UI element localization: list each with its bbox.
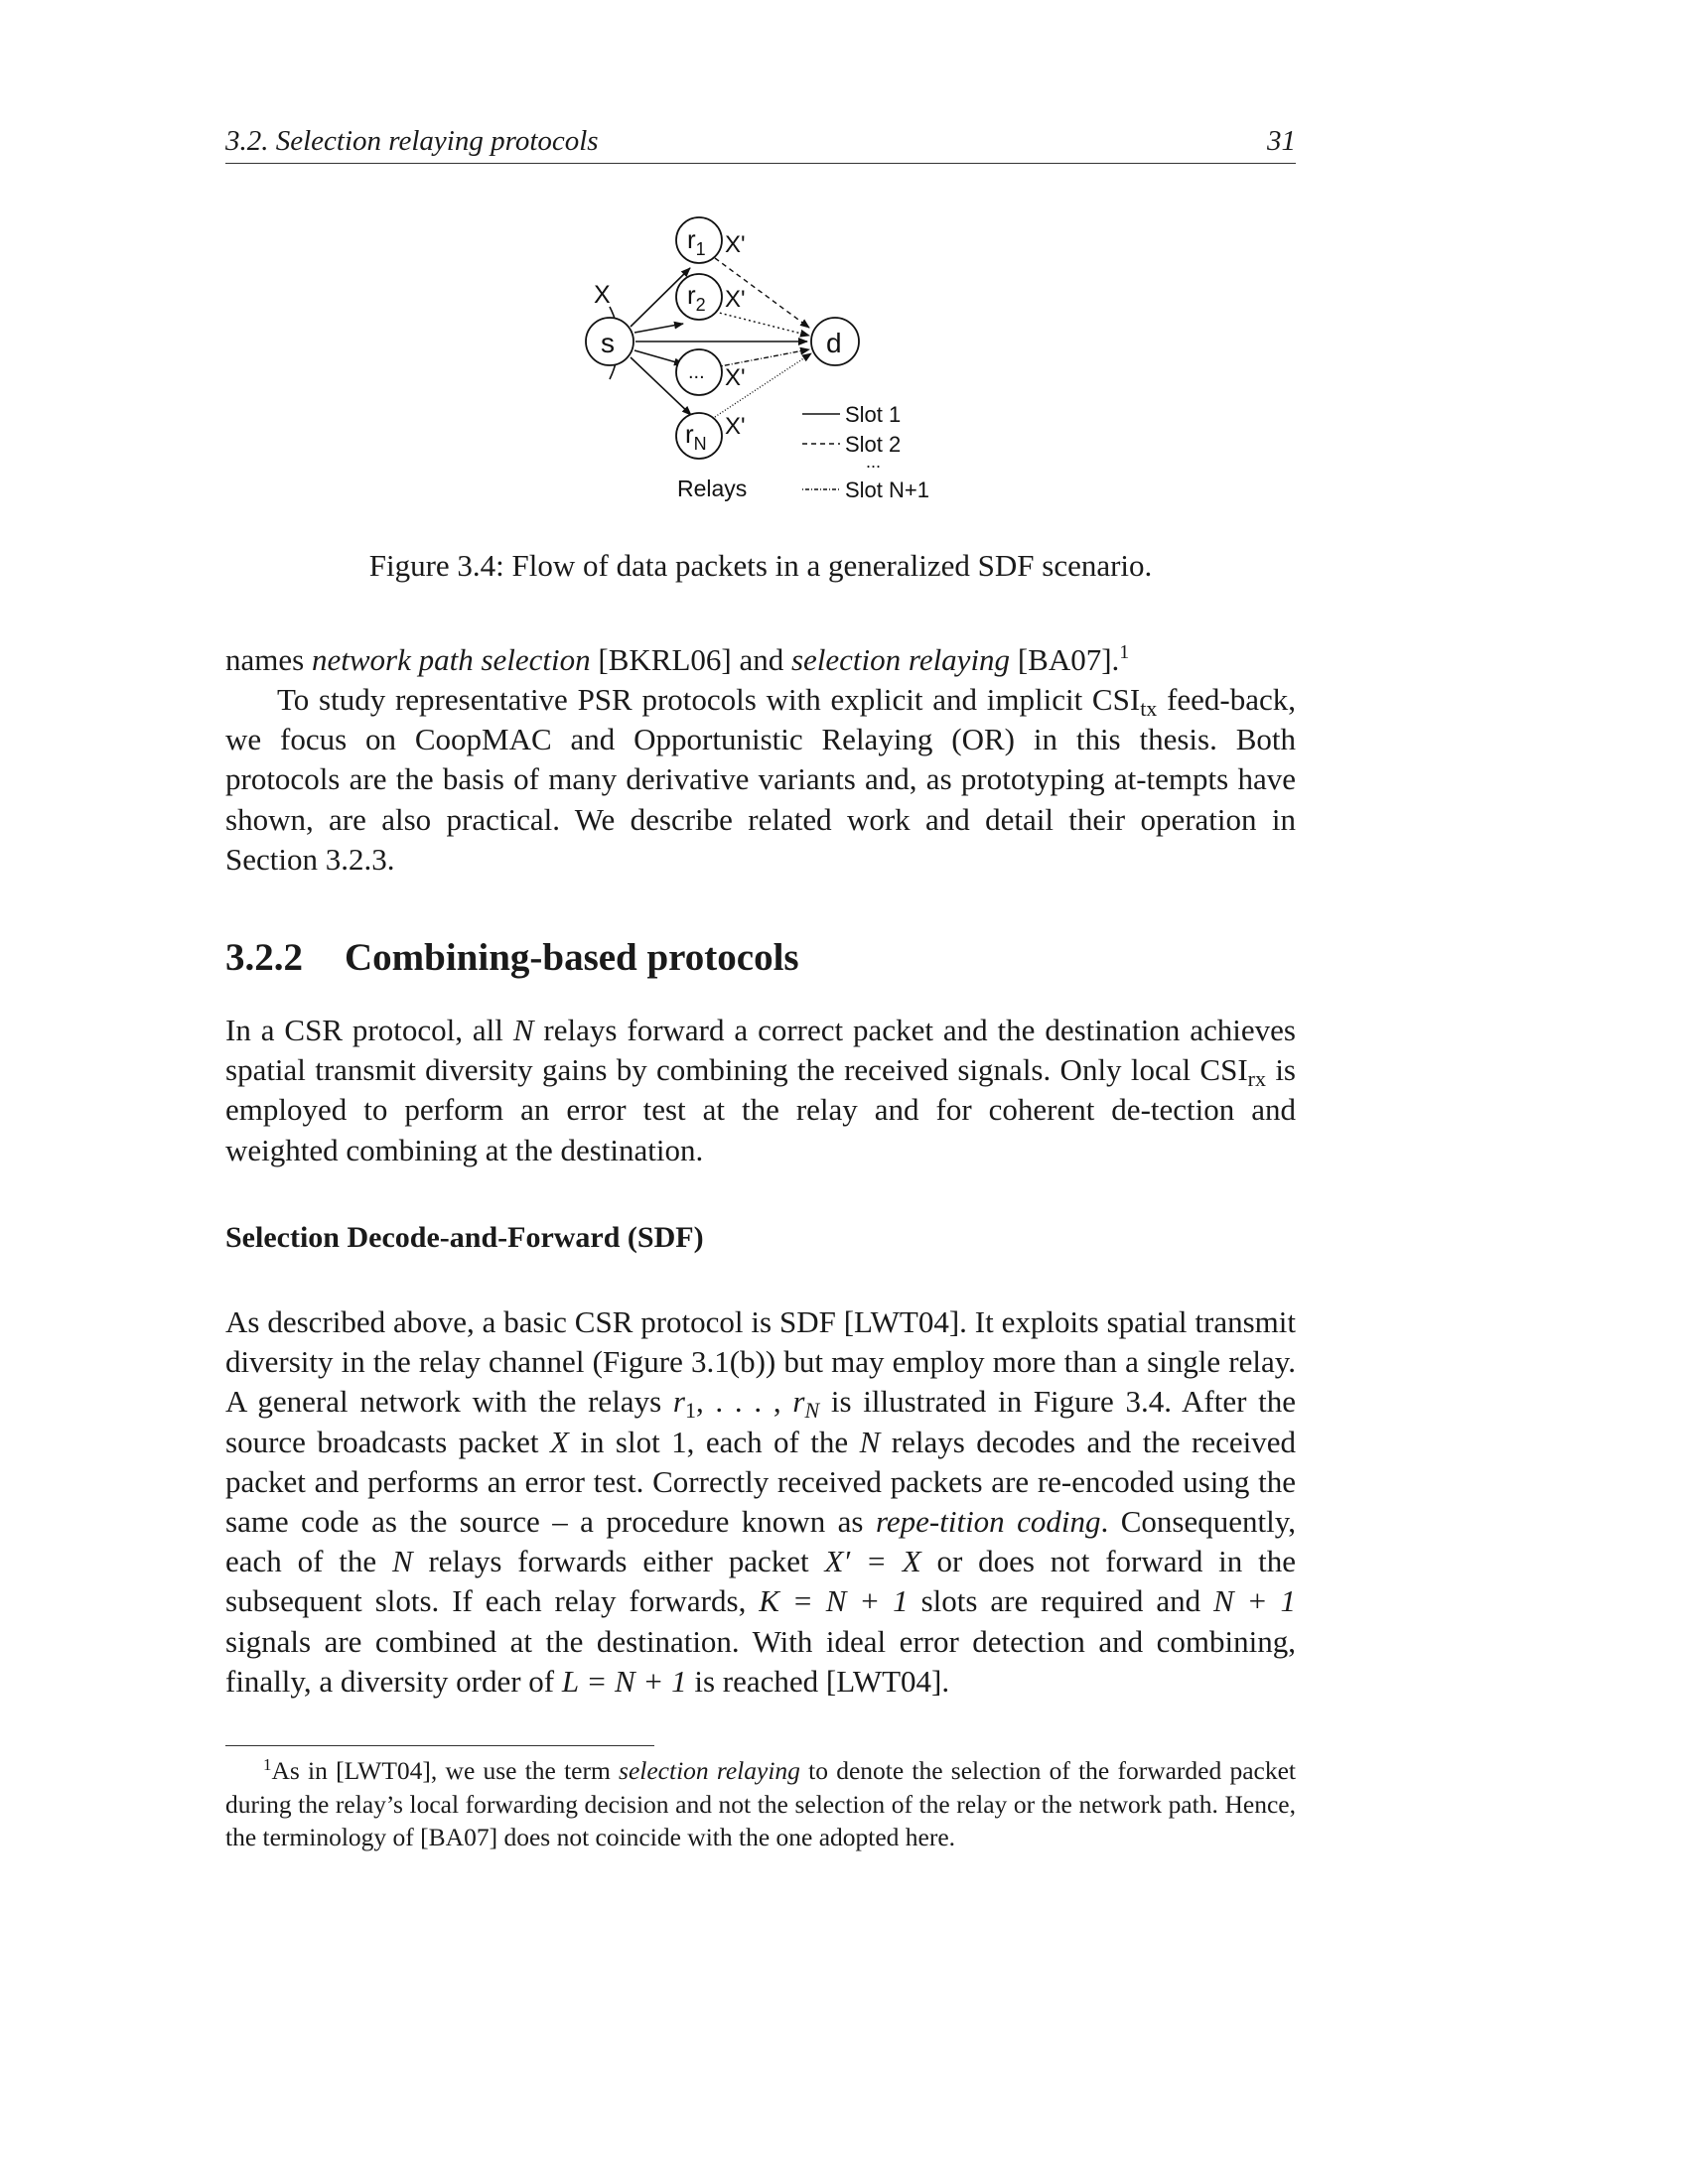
paragraph-4: As described above, a basic CSR protocol is SDF [LWT04]. It exploits spatial transmit diversity in the relay channel (Figure 3.1(b)) but may employ more than a single relay. A general network with the relays $r_1$, . . . , $r_N$ is illustrated in Figure 3.4. After the source broadcasts packet X in slot 1, each of the N relays decodes and the received packet and performs an error test. Correctly received packets are re-encoded using the same code as the source – a procedure known as repe-tition coding. Consequently, each of the N relays forwards either packet X′ = X or does not forward in the subsequent slots. If each relay forwards, K = N + 1 slots are required and N + 1 signals are combined at the destination. With ideal error detection and combining, finally, a diversity order of L = N + 1 is reached [LWT04]. xyxy=(225,1304,1297,1699)
label-r1: $r_1$ xyxy=(687,224,706,259)
section-heading xyxy=(225,935,799,980)
label-xprime-2: X' xyxy=(725,286,746,313)
label-r2: $r_2$ xyxy=(687,280,706,315)
page-header xyxy=(225,121,1296,164)
paragraph-3: In a CSR protocol, all N relays forward a correct packet and the destination achieves spatial transmit diversity gains by combining the received signals. Only local $CSI_{rx}$ is employed to perform an error test at the relay and for coherent de-tection and weighted combining at the destination. xyxy=(225,1013,1296,1167)
sdf-flow-diagram xyxy=(566,208,963,516)
section-number: 3.2.2 xyxy=(225,936,303,979)
edge-r2-d xyxy=(715,312,809,336)
label-d: d xyxy=(826,328,842,358)
section-title: Combining-based protocols xyxy=(345,936,799,979)
legend-slot1: Slot 1 xyxy=(845,402,902,427)
label-packet-x: X xyxy=(594,281,611,309)
relays-label: Relays xyxy=(677,476,748,501)
label-relay-dots: ... xyxy=(688,361,705,383)
page-number: 31 xyxy=(1267,125,1296,157)
edge-s-dots xyxy=(634,350,683,364)
subsection-heading: Selection Decode-and-Forward (SDF) xyxy=(225,1221,704,1254)
paragraph-1: names network path selection [BKRL06] and selection relaying [BA07].$^1$ xyxy=(225,641,1130,677)
footnote-rule xyxy=(225,1745,654,1746)
label-xprime-3: X' xyxy=(725,364,746,391)
label-s: s xyxy=(601,328,615,358)
label-xprime-1: X' xyxy=(725,231,746,258)
label-xprime-N: X' xyxy=(725,413,746,440)
legend-slotN1: Slot N+1 xyxy=(845,478,929,502)
running-head: 3.2. Selection relaying protocols xyxy=(225,125,599,157)
footnote-mark: 1 xyxy=(263,1754,272,1774)
diagram-svg xyxy=(566,208,963,516)
paragraph-2: To study representative PSR protocols with explicit and implicit $CSI_{tx}$ feed-back, we focus on CoopMAC and Opportunistic Relaying (OR) in this thesis. Both protocols are the basis of many derivative variants and, as prototyping at-tempts have shown, are also practical. We describe related work and detail their operation in Section 3.2.3. xyxy=(225,682,1297,877)
footnote-ref: 1 xyxy=(1119,641,1130,663)
footnote: $^1$As in [LWT04], we use the term selection relaying to denote the selection of the forwarded packet during the relay’s local forwarding decision and not the selection of the relay or the network path. Hence, the terminology of [BA07] does not coincide with the one adopted here. xyxy=(225,1754,1296,1851)
legend-dots: ... xyxy=(866,452,882,472)
figure-caption: Figure 3.4: Flow of data packets in a generalized SDF scenario. xyxy=(368,548,1153,583)
label-rN: $r_N$ xyxy=(685,419,707,454)
legend xyxy=(802,402,929,502)
edge-s-r2 xyxy=(634,324,683,333)
legend-slot2: Slot 2 xyxy=(845,432,902,457)
